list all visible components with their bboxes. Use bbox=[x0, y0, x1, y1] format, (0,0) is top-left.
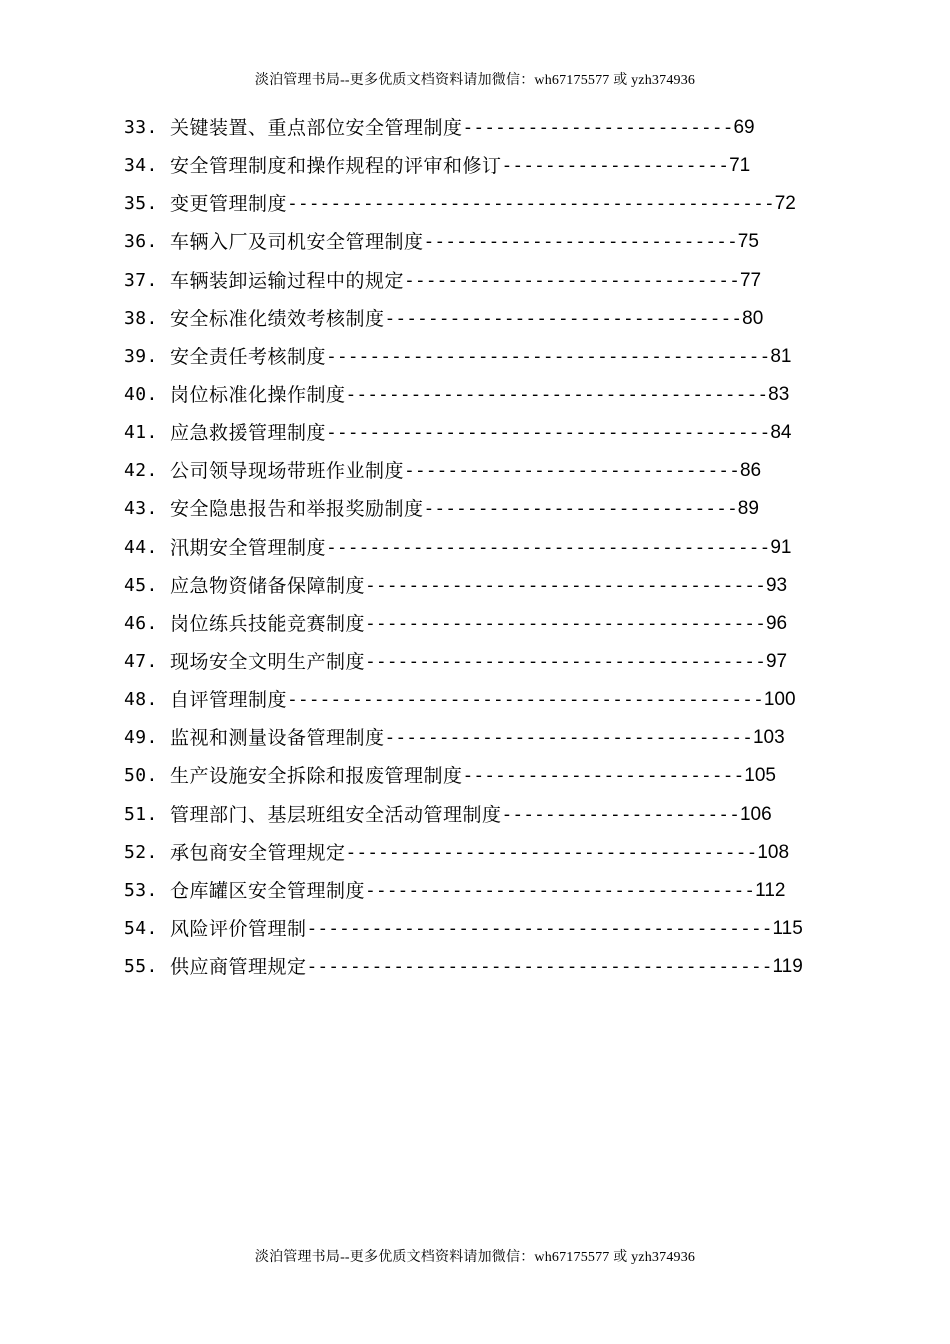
toc-entry-page-number: 71 bbox=[729, 155, 751, 177]
toc-entry-title: 承包商安全管理规定 bbox=[170, 841, 346, 864]
toc-entry[interactable] bbox=[124, 838, 844, 876]
toc-entry-title: 变更管理制度 bbox=[170, 193, 288, 216]
page-header: 淡泊管理书局--更多优质文档资料请加微信：wh67175577 或 yzh374936 bbox=[254, 73, 696, 88]
toc-entry-title: 生产设施安全拆除和报废管理制度 bbox=[170, 765, 463, 788]
toc-entry-page-number: 72 bbox=[774, 193, 796, 215]
toc-entry[interactable] bbox=[124, 418, 844, 456]
toc-entry-leader: ----------------------------- bbox=[423, 231, 738, 253]
toc-entry-number: 36. bbox=[124, 231, 158, 253]
toc-entry-page-number: 106 bbox=[739, 803, 772, 825]
toc-entry-number: 35. bbox=[124, 193, 158, 215]
toc-entry[interactable] bbox=[124, 304, 844, 342]
toc-entry-leader: ------------------------------------- bbox=[365, 574, 766, 596]
toc-entry-number: 37. bbox=[124, 269, 158, 291]
toc-entry-leader: ------------------------------------------- bbox=[306, 917, 773, 939]
toc-entry-number: 38. bbox=[124, 307, 158, 329]
toc-entry[interactable] bbox=[124, 342, 844, 380]
toc-entry[interactable] bbox=[124, 685, 844, 723]
toc-entry[interactable] bbox=[124, 113, 844, 151]
toc-entry-page-number: 83 bbox=[768, 383, 790, 405]
toc-entry-title: 汛期安全管理制度 bbox=[170, 536, 327, 559]
toc-entry-leader: ------------------------------------- bbox=[365, 612, 766, 634]
toc-entry-number: 52. bbox=[124, 841, 158, 863]
toc-entry-page-number: 96 bbox=[765, 612, 788, 634]
toc-entry-page-number: 108 bbox=[757, 841, 790, 863]
toc-entry-page-number: 75 bbox=[737, 231, 759, 253]
toc-entry-number: 42. bbox=[124, 460, 158, 482]
toc-entry[interactable] bbox=[124, 266, 844, 304]
toc-entry[interactable] bbox=[124, 189, 844, 227]
toc-entry[interactable] bbox=[124, 227, 844, 265]
toc-entry-title: 车辆入厂及司机安全管理制度 bbox=[170, 231, 424, 254]
toc-entry-leader: ----------------------------------------- bbox=[326, 345, 771, 367]
toc-entry-number: 50. bbox=[124, 765, 158, 787]
toc-entry-leader: -------------------------------------- bbox=[345, 841, 758, 863]
toc-entry-leader: ------------------------------- bbox=[404, 460, 740, 482]
toc-entry[interactable] bbox=[124, 952, 844, 990]
toc-entry-page-number: 112 bbox=[755, 879, 786, 901]
toc-entry-leader: --------------------------------- bbox=[384, 307, 743, 329]
toc-entry-title: 管理部门、基层班组安全活动管理制度 bbox=[170, 803, 502, 826]
toc-entry-leader: -------------------------------------------- bbox=[287, 689, 764, 711]
toc-entry-leader: ----------------------------------------- bbox=[326, 422, 771, 444]
toc-entry-number: 40. bbox=[124, 383, 158, 405]
toc-entry-leader: -------------------------- bbox=[462, 765, 745, 787]
toc-entry-number: 44. bbox=[124, 536, 158, 558]
toc-entry-title: 岗位练兵技能竞赛制度 bbox=[170, 612, 366, 635]
toc-entry-title: 安全责任考核制度 bbox=[170, 345, 327, 368]
toc-entry-title: 车辆装卸运输过程中的规定 bbox=[170, 269, 405, 292]
toc-entry-page-number: 89 bbox=[737, 498, 759, 520]
toc-entry-leader: ---------------------------------- bbox=[384, 727, 753, 749]
toc-entry[interactable] bbox=[124, 533, 844, 571]
table-of-contents bbox=[124, 113, 844, 990]
toc-entry-title: 供应商管理规定 bbox=[170, 956, 307, 979]
toc-entry-number: 48. bbox=[124, 689, 158, 711]
toc-entry-number: 34. bbox=[124, 155, 158, 177]
toc-entry[interactable] bbox=[124, 609, 844, 647]
toc-entry-title: 公司领导现场带班作业制度 bbox=[170, 460, 405, 483]
toc-entry-number: 41. bbox=[124, 422, 158, 444]
toc-entry-leader: ------------------------- bbox=[462, 117, 734, 138]
toc-entry-leader: ------------------------------- bbox=[404, 269, 740, 291]
toc-entry-title: 应急救援管理制度 bbox=[170, 422, 327, 445]
toc-entry-number: 45. bbox=[124, 574, 158, 596]
toc-entry[interactable] bbox=[124, 494, 844, 532]
page-footer: 淡泊管理书局--更多优质文档资料请加微信：wh67175577 或 yzh374936 bbox=[254, 1250, 696, 1265]
toc-entry[interactable] bbox=[124, 571, 844, 609]
toc-entry-leader: ----------------------------- bbox=[423, 498, 738, 520]
toc-entry-number: 46. bbox=[124, 612, 158, 634]
toc-entry-page-number: 86 bbox=[739, 460, 762, 482]
toc-entry-number: 33. bbox=[124, 117, 158, 138]
toc-entry-title: 应急物资储备保障制度 bbox=[170, 574, 366, 597]
toc-entry-leader: --------------------- bbox=[501, 155, 730, 177]
toc-entry-number: 55. bbox=[124, 956, 158, 978]
toc-entry-title: 现场安全文明生产制度 bbox=[170, 650, 366, 673]
toc-entry-title: 仓库罐区安全管理制度 bbox=[170, 879, 366, 902]
toc-entry[interactable] bbox=[124, 914, 844, 952]
toc-entry[interactable] bbox=[124, 800, 844, 838]
toc-entry-title: 安全隐患报告和举报奖励制度 bbox=[170, 498, 424, 521]
toc-entry-page-number: 91 bbox=[770, 536, 792, 558]
toc-entry-number: 53. bbox=[124, 879, 158, 901]
toc-entry-title: 关键装置、重点部位安全管理制度 bbox=[170, 117, 463, 139]
toc-entry-title: 安全管理制度和操作规程的评审和修订 bbox=[170, 155, 502, 178]
toc-entry-page-number: 69 bbox=[733, 117, 755, 138]
toc-entry-number: 54. bbox=[124, 917, 158, 939]
toc-entry-leader: ---------------------- bbox=[501, 803, 740, 825]
toc-entry-number: 43. bbox=[124, 498, 158, 520]
toc-entry[interactable] bbox=[124, 456, 844, 494]
toc-entry-title: 安全标准化绩效考核制度 bbox=[170, 307, 385, 330]
toc-entry-title: 监视和测量设备管理制度 bbox=[170, 727, 385, 750]
toc-entry-page-number: 100 bbox=[763, 689, 796, 711]
toc-entry-leader: ------------------------------------------- bbox=[306, 956, 773, 978]
toc-entry-leader: ------------------------------------- bbox=[365, 650, 766, 672]
toc-entry-page-number: 115 bbox=[772, 917, 803, 939]
toc-entry-leader: --------------------------------------------- bbox=[287, 193, 775, 215]
toc-entry[interactable] bbox=[124, 876, 844, 914]
toc-entry[interactable] bbox=[124, 380, 844, 418]
toc-entry-number: 47. bbox=[124, 650, 158, 672]
toc-entry-page-number: 84 bbox=[770, 422, 792, 444]
toc-entry-number: 49. bbox=[124, 727, 158, 749]
toc-entry[interactable] bbox=[124, 151, 844, 189]
toc-entry-number: 39. bbox=[124, 345, 158, 367]
toc-entry-page-number: 77 bbox=[739, 269, 762, 291]
toc-entry-title: 风险评价管理制 bbox=[170, 917, 307, 940]
toc-entry-page-number: 80 bbox=[742, 307, 764, 329]
toc-entry[interactable] bbox=[124, 647, 844, 685]
toc-entry-title: 岗位标准化操作制度 bbox=[170, 383, 346, 406]
toc-entry-page-number: 105 bbox=[744, 765, 776, 787]
toc-entry-leader: ----------------------------------------- bbox=[326, 536, 771, 558]
toc-entry-page-number: 93 bbox=[765, 574, 788, 596]
toc-entry-leader: ------------------------------------ bbox=[365, 879, 756, 901]
toc-entry-page-number: 81 bbox=[770, 345, 792, 367]
toc-entry-page-number: 103 bbox=[752, 727, 785, 749]
toc-entry-page-number: 97 bbox=[765, 650, 788, 672]
toc-entry-number: 51. bbox=[124, 803, 158, 825]
toc-entry[interactable] bbox=[124, 723, 844, 761]
toc-entry-page-number: 119 bbox=[772, 956, 803, 978]
toc-entry[interactable] bbox=[124, 761, 844, 799]
toc-entry-leader: --------------------------------------- bbox=[345, 383, 769, 405]
toc-entry-title: 自评管理制度 bbox=[170, 689, 288, 712]
